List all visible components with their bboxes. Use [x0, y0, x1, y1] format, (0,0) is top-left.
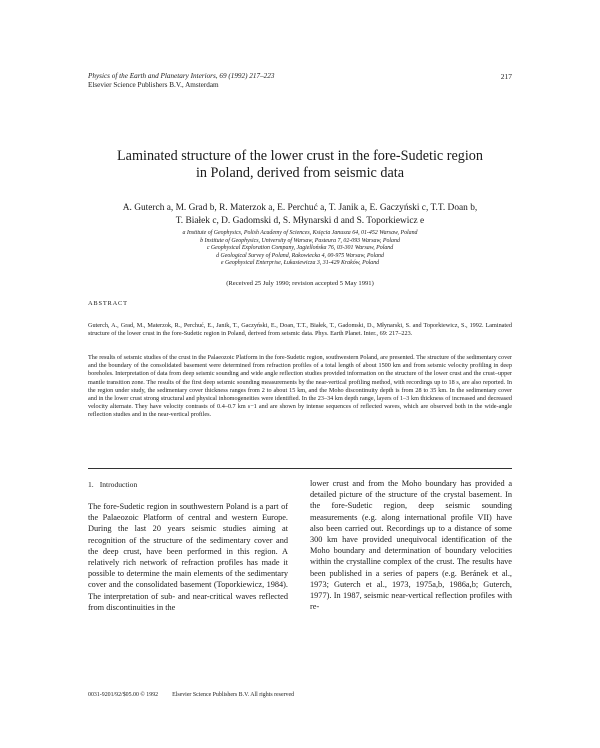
title-line-1: Laminated structure of the lower crust in the fore-Sudetic region [117, 148, 483, 164]
affiliation: d Geological Survey of Poland, Rakowiecka 4, 00-975 Warsaw, Poland [216, 252, 384, 259]
affiliation: e Geophysical Enterprise, Łukasiewicza 3, 31-429 Kraków, Poland [220, 260, 380, 267]
affiliation: b Institute of Geophysics, University of Warsaw, Pasteura 7, 02-093 Warsaw, Poland [200, 237, 400, 244]
title-line-2: in Poland, derived from seismic data [195, 165, 405, 181]
affiliation: a Institute of Geophysics, Polish Academy of Sciences, Księcia Janusza 64, 01-452 Warsaw, Poland [182, 230, 418, 236]
affiliation: c Geophysical Exploration Company, Jagiellońska 76, 03-301 Warsaw, Poland [206, 245, 394, 252]
authors-line-2: T. Białek c, D. Gadomski d, S. Młynarski d and S. Toporkiewicz e [175, 216, 425, 226]
section-title: Introduction [99, 480, 138, 489]
left-column [88, 480, 288, 613]
journal-header [88, 72, 448, 90]
received-dates: (Received 25 July 1990; revision accepted 5 May 1991) [226, 280, 374, 287]
abstract-heading: ABSTRACT [88, 300, 128, 307]
introduction-text-left: The fore-Sudetic region in southwestern Poland is a part of the Palaeozoic Platform of central and western Europe. During the last 20 years seismic studies aiming at recognition of the structure of the sedimentary cover and the deep crust, have been performed in this region. A relatively rich network of refraction profiles has made it possible to determine the main elements of the sedimentary cover and the consolidated basement (Toporkiewicz, 1984). The interpretation of sub- and near-critical waves reflected from discontinuities in the [88, 502, 288, 612]
paper-title [70, 148, 530, 182]
right-column [310, 478, 512, 612]
author-list [70, 202, 530, 228]
section-divider [88, 468, 512, 469]
introduction-text-right: lower crust and from the Moho boundary has provided a detailed picture of the structure of the crystal basement. In the fore-Sudetic region, deep seismic sounding measurements (e.g. along international profile VII) have also been carried out. Recordings up to a distance of some 300 km have provided unequivocal identification of the Moho boundary and determination of boundary velocities within the crystalline complex of the crust. The results have been published in a series of papers (e.g. Beránek et al., 1973; Guterch et al., 1973, 1975a,b, 1986a,b; Guterch, 1977). In 1987, seismic near-vertical reflection profiles with re- [310, 479, 512, 612]
publisher-line: Elsevier Science Publishers B.V., Amsterdam [88, 81, 219, 89]
page-number: 217 [500, 72, 512, 81]
authors-line-1: A. Guterch a, M. Grad b, R. Materzok a, E. Perchuć a, T. Janik a, E. Gaczyński c, T.T. Doan b, [122, 203, 478, 213]
section-number: 1. [88, 480, 94, 489]
abstract-citation: Guterch, A., Grad, M., Materzok, R., Perchuć, E., Janik, T., Gaczyński, E., Doan, T.T., Białek, T., Gadomski, D., Młynarski, S. and Toporkiewicz, S., 1992. Laminated structure of the lower crust in the fore-Sudetic region in Poland, derived from seismic data. Phys. Earth Planet. Inter., 69: 217–223. [88, 322, 512, 338]
footer-code: 0031-9201/92/$05.00 © 1992 [88, 692, 159, 698]
page-footer [88, 692, 512, 698]
introduction-heading [88, 480, 288, 489]
journal-citation: Physics of the Earth and Planetary Interiors, 69 (1992) 217–223 [88, 72, 275, 80]
footer-rights: Elsevier Science Publishers B.V. All rights reserved [172, 692, 295, 698]
affiliations [110, 230, 490, 268]
abstract-body: The results of seismic studies of the crust in the Palaeozoic Platform in the fore-Sudetic region, southwestern Poland, are presented. The structure of the sedimentary cover and the boundary of the consolidated basement were determined from refraction profiles of a total length of about 1500 km and from seismic velocity profiling in deep boreholes. Interpretation of data from deep seismic sounding and wide angle reflection studies provided information on the structure of the lower crust and the crust–upper mantle transition zone. The results of the first deep seismic sounding measurements by the near-vertical profiling method, with recordings up to 18 s, are also reported. In the region under study, the sedimentary cover thickness ranges from 2 to about 15 km, and the Moho discontinuity depth is from 28 to 35 km. In the sedimentary cover and in the lower crust strong structural and physical inhomogeneities were identified. In the 23–34 km depth range, layers of 1–3 km thickness of increased and decreased velocity alternate. They have velocity contrasts of 0.4–0.7 km s−1 and are shown by intense sequences of reflected waves, which are observed both in the wide-angle reflection studies and in the near-vertical profiles. [88, 354, 512, 419]
